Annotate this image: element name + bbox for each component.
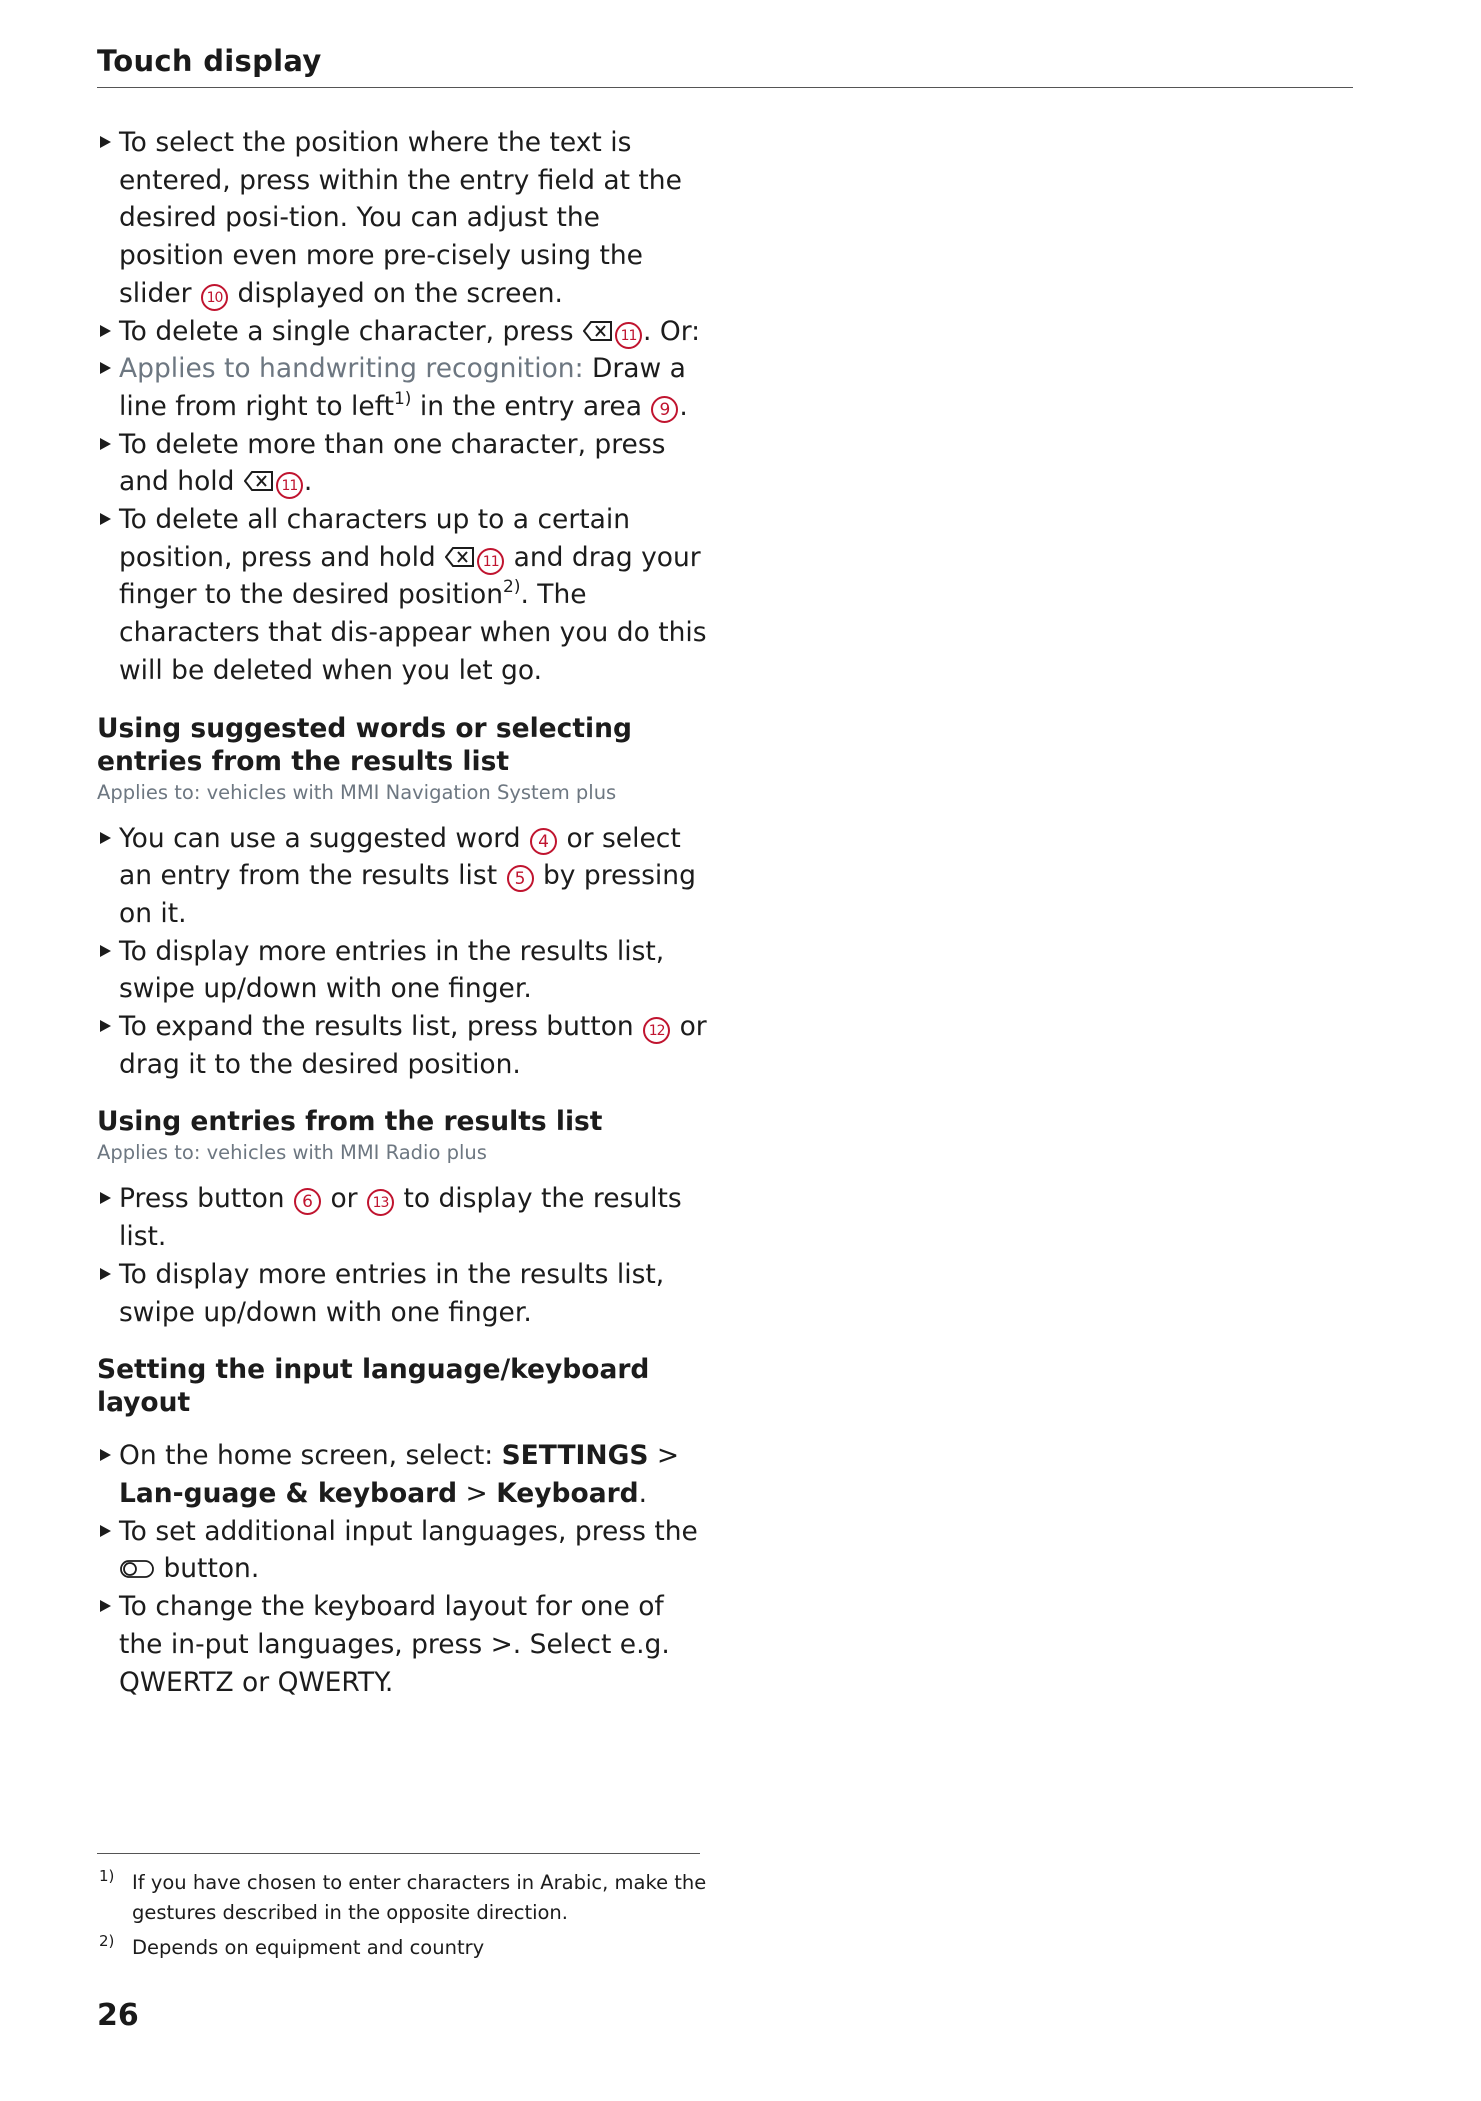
steps-list-results [97,1180,707,1331]
callout-ref: 10 [201,284,228,311]
callout-ref: 11 [615,322,642,349]
menu-path-keyboard: Keyboard [496,1477,639,1509]
footnote-2: 2) Depends on equipment and country [97,1933,707,1963]
footnote-ref: 2) [503,577,521,598]
step-swipe-results: To display more entries in the results list, swipe up/down with one finger. [97,933,707,1008]
page-number: 26 [97,1998,139,2033]
backspace-icon [583,320,613,342]
header-divider [97,87,1353,88]
step-swipe-results: To display more entries in the results list, swipe up/down with one finger. [97,1256,707,1331]
footnote-mark: 2) [99,1932,115,1950]
callout-ref: 12 [643,1017,670,1044]
step-additional-languages: To set additional input languages, press the button. [97,1513,707,1588]
step-expand-results: To expand the results list, press button 12 or drag it to the desired position. [97,1008,707,1083]
callout-ref: 9 [651,396,678,423]
step-delete-multiple: To delete more than one character, press and hold 11 . [97,426,707,501]
step-change-keyboard-layout: To change the keyboard layout for one of the in-put languages, press >. Select e.g. QWERTZ or QWERTY. [97,1588,707,1701]
section-heading-suggested-words: Using suggested words or selecting entries from the results list [97,712,632,777]
applies-to-note: Applies to: vehicles with MMI Navigation System plus [97,780,617,804]
backspace-icon [244,470,274,492]
step-select-position: To select the position where the text is entered, press within the entry field at the desired posi-tion. You can adjust the position even more pre-cisely using the slider 10 displayed on the screen. [97,124,707,313]
footnotes [97,1868,707,1968]
step-open-keyboard-settings: On the home screen, select: SETTINGS > Lan-guage & keyboard > Keyboard. [97,1437,707,1512]
backspace-icon [445,546,475,568]
callout-ref: 6 [294,1188,321,1215]
footnote-divider [97,1853,700,1854]
footnote-ref: 1) [393,388,412,409]
main-column [97,124,707,1701]
menu-path-language: Lan-guage & keyboard [119,1477,458,1509]
steps-list-suggested [97,820,707,1084]
callout-ref: 11 [276,472,303,499]
callout-ref: 5 [507,865,534,892]
callout-ref: 11 [477,548,504,575]
steps-list-language [97,1437,707,1701]
menu-path-settings: SETTINGS [501,1440,649,1472]
step-handwriting-delete: Applies to handwriting recognition: Draw a line from right to left$^{1)}$ in the entry area 9 . [97,350,707,425]
callout-ref: 13 [367,1189,394,1216]
applies-to-note: Applies to: vehicles with MMI Radio plus [97,1141,487,1165]
page-header-title: Touch display [97,44,322,78]
step-press-button: Press button 6 or 13 to display the results list. [97,1180,707,1255]
callout-ref: 4 [530,828,557,855]
footnote-mark: 1) [99,1867,115,1885]
footnote-1: 1) If you have chosen to enter characters in Arabic, make the gestures described in the opposite direction. [97,1868,707,1928]
step-use-suggested-word: You can use a suggested word 4 or select an entry from the results list 5 by pressing on it. [97,820,707,933]
section-heading-results-list: Using entries from the results list [97,1106,603,1138]
steps-list-editing [97,124,707,690]
toggle-icon [120,1560,154,1578]
section-heading-input-language: Setting the input language/keyboard layout [97,1354,650,1419]
step-delete-single: To delete a single character, press 11 . Or: [97,313,707,351]
applies-handwriting: Applies to handwriting recognition: [119,353,584,385]
step-delete-to-position: To delete all characters up to a certain position, press and hold 11 and drag your finger to the desired position$^{2)}$. The characters that dis-appear when you do this will be deleted when you let go. [97,501,707,690]
